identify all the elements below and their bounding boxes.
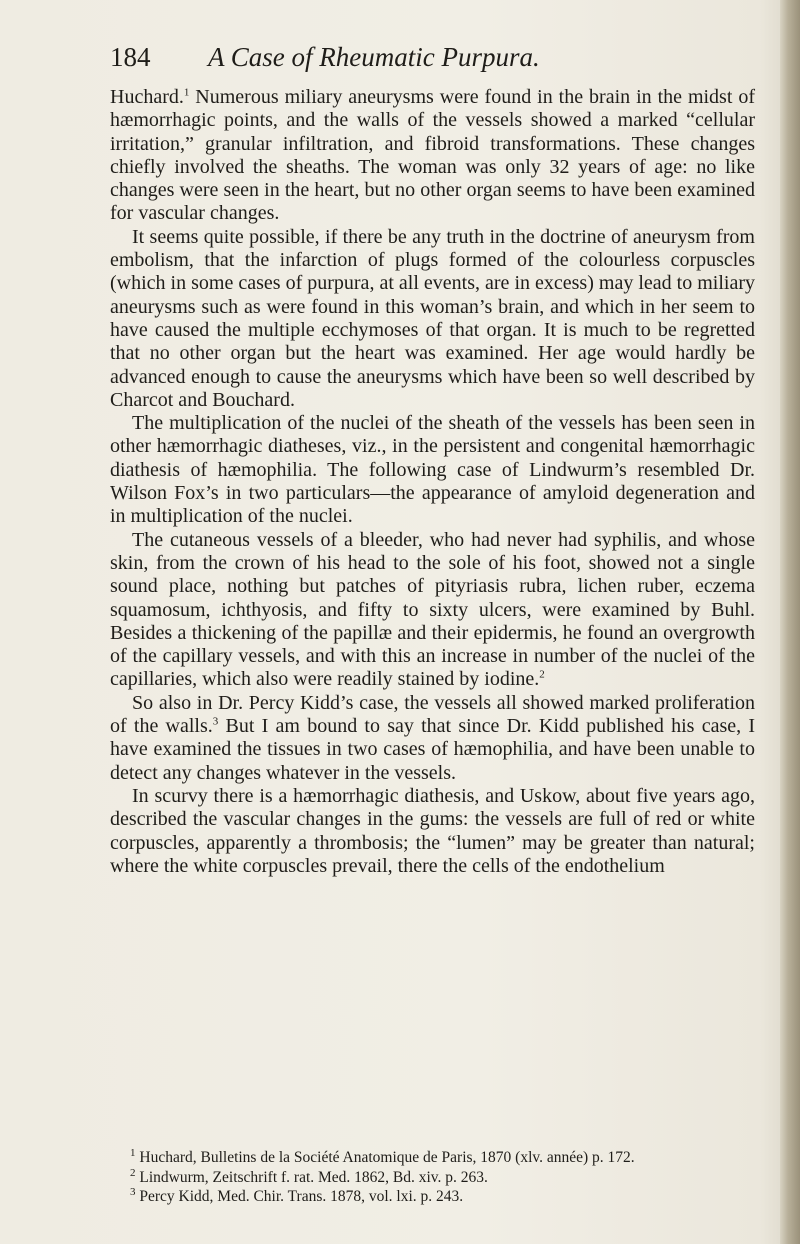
footnotes (110, 1148, 755, 1207)
footnote-1: $^1$ Huchard, Bulletins de la Société Anatomique de Paris, 1870 (xlv. année) p. 172. (130, 1146, 635, 1166)
paragraph-5: So also in Dr. Percy Kidd’s case, the vessels all showed marked proliferation of the walls.$^3$ But I am bound to say that since Dr. Kidd published his case, I have examined the tissues in two cases of hæmophilia, and have been unable to detect any changes whatever in the vessels. (110, 691, 755, 784)
paragraph-4: The cutaneous vessels of a bleeder, who had never had syphilis, and whose skin, from the crown of his head to the sole of his foot, showed not a single sound place, nothing but patches of pityriasis rubra, lichen ruber, eczema squamosum, ichthyosis, and fifty to sixty ulcers, were examined by Buhl. Besides a thickening of the papillæ and their epidermis, he found an overgrowth of the capillary vessels, and with this an increase in number of the nuclei of the capillaries, which also were readily stained by iodine.$^2$ (110, 528, 755, 691)
page-number: 184 (110, 42, 151, 72)
footnote-ref-3: 3 (212, 715, 219, 728)
paragraph-2: It seems quite possible, if there be any truth in the doctrine of aneurysm from embolism, that the infarction of plugs formed of the colourless corpuscles (which in some cases of purpura, at all events, are in excess) may lead to miliary aneurysms such as were found in this woman’s brain, and which in her seem to have caused the multiple ecchymoses of that organ. It is much to be regretted that no other organ but the heart was examined. Her age would hardly be advanced enough to cause the aneurysms which have been so well described by Charcot and Bouchard. (110, 225, 755, 411)
paragraph-3: The multiplication of the nuclei of the sheath of the vessels has been seen in other hæmorrhagic diatheses, viz., in the persistent and congenital hæmorrhagic diathesis of hæmophilia. The following case of Lindwurm’s resembled Dr. Wilson Fox’s in two particulars—the appearance of amyloid degeneration and in multiplication of the nuclei. (110, 412, 755, 528)
paragraph-6: In scurvy there is a hæmorrhagic diathesis, and Uskow, about five years ago, described the vascular changes in the gums: the vessels are full of red or white corpuscles, apparently a thrombosis; the “lumen” may be greater than natural; where the white corpuscles prevail, there the cells of the endothelium (110, 784, 755, 877)
footnote-3: $^3$ Percy Kidd, Med. Chir. Trans. 1878, vol. lxi. p. 243. (130, 1185, 464, 1205)
running-title: A Case of Rheumatic Purpura. (208, 42, 540, 72)
footnote-ref-2: 2 (539, 668, 545, 681)
paragraph-1: Huchard.$^1$ Numerous miliary aneurysms were found in the brain in the midst of hæmorrhagic points, and the walls of the vessels showed a marked “cellular irritation,” granular infiltration, and fibroid transformations. These changes chiefly involved the sheaths. The woman was only 32 years of age: no like changes were seen in the heart, but no other organ seems to have been examined for vascular changes. (110, 86, 755, 225)
body-text (110, 86, 755, 878)
page-header (110, 38, 710, 78)
footnote-ref-1: 1 (183, 86, 190, 99)
page-edge-shadow (780, 0, 800, 1244)
footnote-2: $^2$ Lindwurm, Zeitschrift f. rat. Med. 1862, Bd. xiv. p. 263. (130, 1166, 488, 1186)
